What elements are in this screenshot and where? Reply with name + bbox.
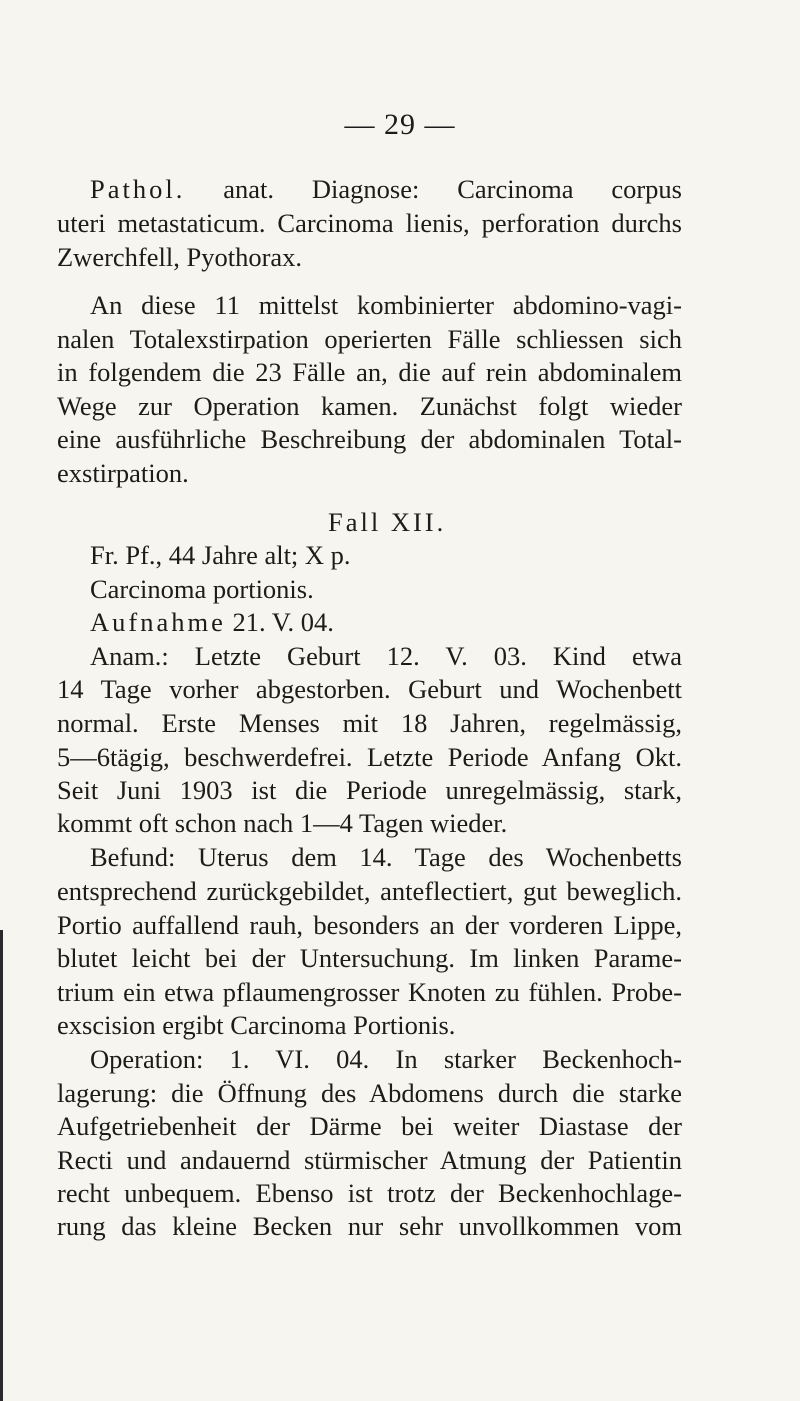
page-number: — 29 — (344, 108, 456, 141)
text-line: Aufnahme 21. V. 04. (90, 607, 334, 637)
text-line: blutet leicht bei der Untersuchung. Im linken Parame- (57, 943, 682, 973)
text-line: Wege zur Operation kamen. Zunächst folgt wieder (57, 391, 682, 421)
text-line: Pathol. anat. Diagnose: Carcinoma corpus (90, 174, 682, 204)
text-line: Aufgetriebenheit der Därme bei weiter Diastase der (57, 1111, 682, 1141)
text-line: kommt oft schon nach 1—4 Tagen wieder. (57, 808, 508, 838)
text-line: An diese 11 mittelst kombinierter abdomino-vagi- (90, 290, 682, 320)
text-line: lagerung: die Öffnung des Abdomens durch die starke (57, 1078, 682, 1108)
text-line: rung das kleine Becken nur sehr unvollkommen vom (57, 1211, 682, 1241)
page-left-edge-shadow (0, 930, 3, 1401)
text-line: trium ein etwa pflaumengrosser Knoten zu fühlen. Probe- (57, 977, 682, 1007)
text-line: exscision ergibt Carcinoma Portionis. (57, 1010, 456, 1040)
text-line: Carcinoma portionis. (90, 574, 314, 604)
text-line: Fr. Pf., 44 Jahre alt; X p. (90, 540, 351, 570)
text-line: Zwerchfell, Pyothorax. (57, 242, 303, 272)
text-line: Recti und andauernd stürmischer Atmung der Patientin (57, 1145, 682, 1175)
text-line: Seit Juni 1903 ist die Periode unregelmässig, stark, (57, 775, 682, 805)
section-heading: Fall XII. (328, 507, 447, 537)
text-line: 5—6tägig, beschwerdefrei. Letzte Periode Anfang Okt. (57, 742, 682, 772)
text-line: Befund: Uterus dem 14. Tage des Wochenbetts (90, 842, 682, 872)
text-line: Portio auffallend rauh, besonders an der vorderen Lippe, (57, 910, 682, 940)
text-line: nalen Totalexstirpation operierten Fälle schliessen sich (57, 324, 682, 354)
text-line: in folgendem die 23 Fälle an, die auf rein abdominalem (57, 357, 682, 387)
text-line: Operation: 1. VI. 04. In starker Beckenhoch- (90, 1044, 682, 1074)
text-line: recht unbequem. Ebenso ist trotz der Beckenhochlage- (57, 1178, 682, 1208)
text-line: Anam.: Letzte Geburt 12. V. 03. Kind etwa (90, 641, 682, 671)
text-line: normal. Erste Menses mit 18 Jahren, regelmässig, (57, 708, 682, 738)
text-line: eine ausführliche Beschreibung der abdominalen Total- (57, 424, 682, 454)
text-line: 14 Tage vorher abgestorben. Geburt und Wochenbett (57, 674, 682, 704)
text-line: entsprechend zurückgebildet, anteflectiert, gut beweglich. (57, 876, 682, 906)
text-line: uteri metastaticum. Carcinoma lienis, perforation durchs (57, 208, 682, 238)
text-line: exstirpation. (57, 458, 189, 488)
